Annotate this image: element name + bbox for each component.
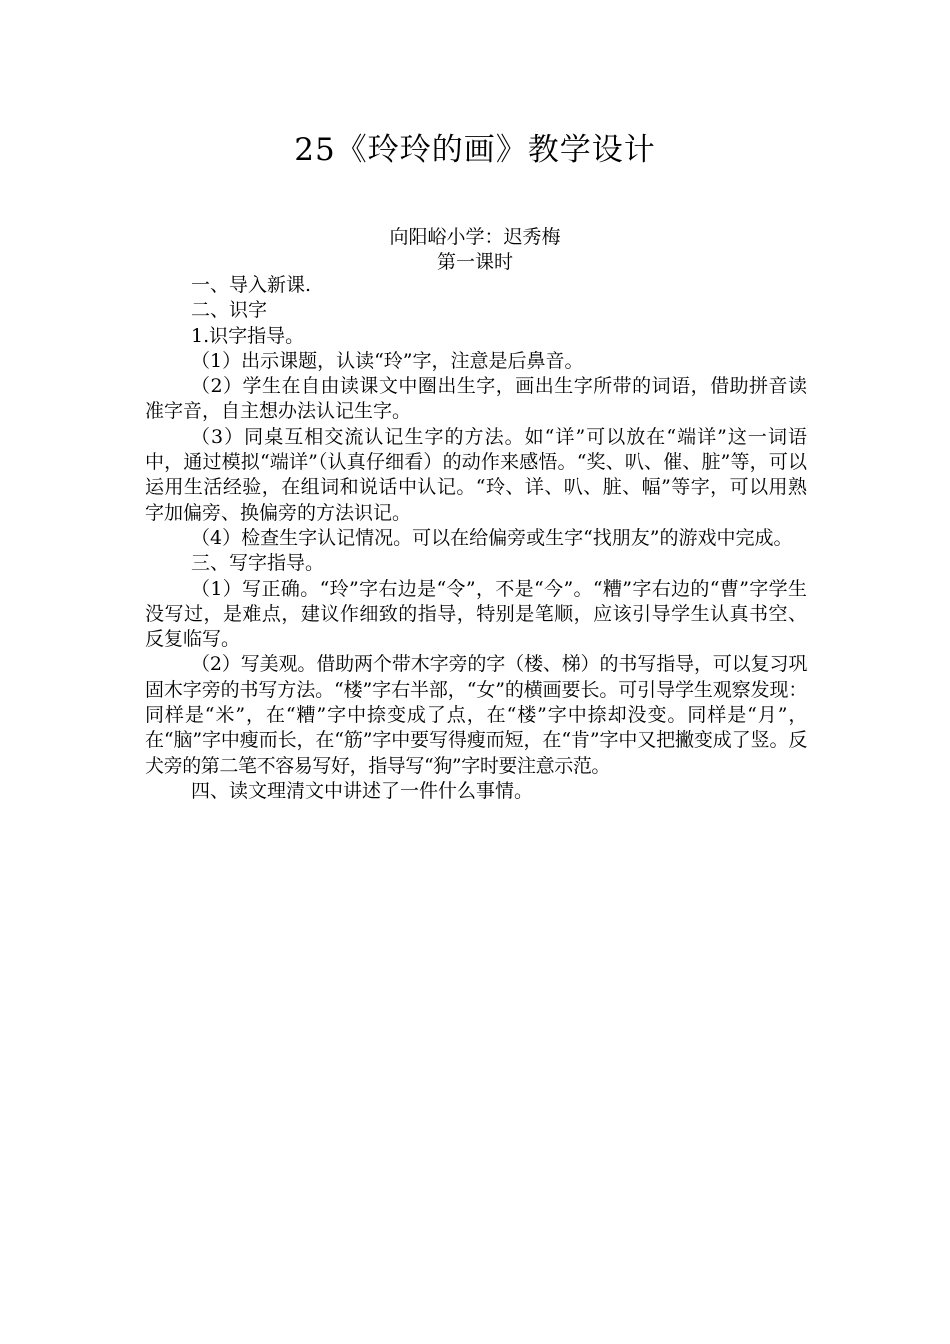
lesson-period: 第一课时 — [436, 251, 513, 273]
paragraph-step-1: （1）出示课题，认读“玲”字，注意是后鼻音。 — [191, 349, 584, 372]
subsection-heading-literacy-guide: 1.识字指导。 — [191, 324, 305, 347]
document-title: 25《玲玲的画》教学设计 — [294, 132, 656, 168]
document-author: 向阳峪小学：迟秀梅 — [389, 226, 561, 248]
section-heading-reading: 四、读文理清文中讲述了一件什么事情。 — [191, 779, 534, 802]
paragraph-step-2: （2）学生在自由读课文中圈出生字，画出生字所带的词语，借助拼音读准字音，自主想办法认记生字。 — [145, 375, 807, 423]
paragraph-writing-2: （2）写美观。借助两个带木字旁的字（楼、梯）的书写指导，可以复习巩固木字旁的书写方法。“楼”字右半部，“女”的横画要长。可引导学生观察发现：同样是“米”，在“糟”字中捺变成了点，在“楼”字中捺却没变。同样是“月”，在“脑”字中瘦而长，在“筋”字中要写得瘦而短，在“肯”字中又把撇变成了竖。反犬旁的第二笔不容易写好，指导写“狗”字时要注意示范。 — [145, 653, 807, 777]
paragraph-writing-1: （1）写正确。“玲”字右边是“令”，不是“今”。“糟”字右边的“曹”字学生没写过，是难点，建议作细致的指导，特别是笔顺，应该引导学生认真书空、反复临写。 — [145, 577, 807, 651]
section-heading-intro: 一、导入新课. — [191, 274, 312, 296]
document-body — [145, 273, 807, 804]
paragraph-step-4: （4）检查生字认记情况。可以在给偏旁或生字“找朋友”的游戏中完成。 — [191, 526, 793, 549]
paragraph-step-3: （3）同桌互相交流认记生字的方法。如“详”可以放在“端详”这一词语中，通过模拟“端详”（认真仔细看）的动作来感悟。“奖、叭、催、脏”等，可以运用生活经验，在组词和说话中认记。“玲、详、叭、脏、幅”等字，可以用熟字加偏旁、换偏旁的方法识记。 — [145, 425, 807, 524]
section-heading-writing: 三、写字指导。 — [191, 552, 325, 575]
section-heading-literacy: 二、识字 — [191, 299, 268, 322]
